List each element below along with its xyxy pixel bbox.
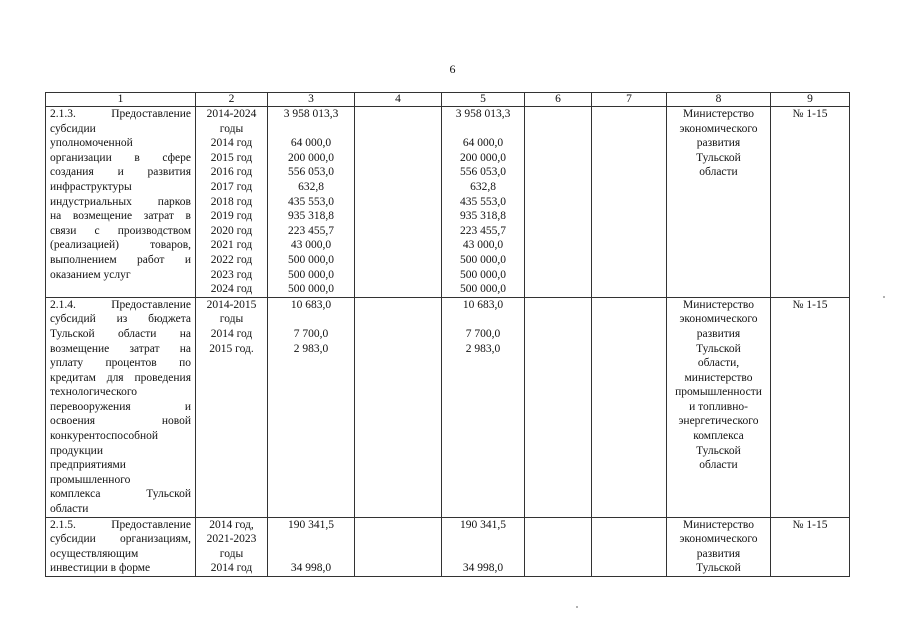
header-cell: 3 <box>268 93 355 107</box>
amount-total-line: 2 983,0 <box>293 342 329 355</box>
scan-speck <box>883 296 885 298</box>
measure-description-line: промышленного <box>50 473 131 486</box>
measure-description-line: субсидии <box>50 122 96 135</box>
amount-regional-line <box>446 547 520 562</box>
empty-cell <box>592 517 667 576</box>
amount-total-line: 64 000,0 <box>290 137 332 150</box>
amount-regional-line: 43 000,0 <box>462 239 504 252</box>
period-years-line: 2014 год <box>210 327 253 340</box>
empty-cell <box>525 107 592 298</box>
amount-regional-line: 500 000,0 <box>460 268 506 281</box>
empty-cell <box>525 297 592 517</box>
executor-line: развития <box>696 547 741 560</box>
header-cell: 5 <box>442 93 525 107</box>
executor-line: развития <box>696 137 741 150</box>
measure-description-line: уплату процентов по <box>50 357 191 370</box>
header-cell: 4 <box>355 93 442 107</box>
amount-total-line: 7 700,0 <box>293 327 329 340</box>
amount-total-line <box>272 122 350 137</box>
indicator-ref: № 1-15 <box>771 107 850 298</box>
measure-description-line: (реализацией) товаров, <box>50 239 191 252</box>
measure-description-line: освоения новой <box>50 415 191 428</box>
amount-regional <box>442 107 525 298</box>
empty-cell <box>355 107 442 298</box>
measure-description-line: субсидии организациям, <box>50 533 191 546</box>
executor-line: экономического <box>679 533 758 546</box>
executor-line: развития <box>696 327 741 340</box>
measure-description-line: области <box>50 503 89 516</box>
amount-regional-line: 190 341,5 <box>460 518 506 531</box>
period-years-line: 2014 год <box>210 137 253 150</box>
measure-description-line: предприятиями <box>50 459 126 472</box>
measure-description-line: кредитам для проведения <box>50 371 191 384</box>
period-years-line: 2014-2015 <box>206 298 257 311</box>
header-cell: 9 <box>771 93 850 107</box>
measure-description-line: создания и развития <box>50 166 191 179</box>
amount-total-line: 935 318,8 <box>288 210 334 223</box>
measure-description <box>46 517 196 576</box>
amount-total-line: 632,8 <box>298 180 324 193</box>
executor <box>667 517 771 576</box>
amount-regional-line: 500 000,0 <box>460 253 506 266</box>
amount-total-line: 43 000,0 <box>290 239 332 252</box>
amount-regional-line: 64 000,0 <box>462 137 504 150</box>
header-cell: 8 <box>667 93 771 107</box>
amount-regional-line: 10 683,0 <box>462 298 504 311</box>
indicator-ref: № 1-15 <box>771 517 850 576</box>
period-years <box>196 517 268 576</box>
executor <box>667 297 771 517</box>
measure-description-line: возмещение затрат на <box>50 342 191 355</box>
measure-description-line: комплекса Тульской <box>50 488 191 501</box>
header-row <box>46 93 850 107</box>
period-years-line: 2016 год <box>210 166 253 179</box>
executor-line: экономического <box>679 122 758 135</box>
period-years-line: 2014 год <box>210 562 253 575</box>
executor-line: промышленности <box>675 386 762 399</box>
empty-cell <box>592 107 667 298</box>
amount-regional-line: 935 318,8 <box>460 210 506 223</box>
amount-total-line: 435 553,0 <box>288 195 334 208</box>
amount-regional-line <box>446 532 520 547</box>
amount-regional-line: 500 000,0 <box>460 283 506 296</box>
period-years-line: 2015 год. <box>209 342 254 355</box>
period-years-line: годы <box>219 313 244 326</box>
period-years <box>196 297 268 517</box>
measure-description-line: оказанием услуг <box>50 268 131 281</box>
measure-description-line: индустриальных парков <box>50 195 191 208</box>
amount-total-line: 190 341,5 <box>288 518 334 531</box>
executor <box>667 107 771 298</box>
amount-regional-line: 200 000,0 <box>460 151 506 164</box>
empty-cell <box>355 297 442 517</box>
empty-cell <box>355 517 442 576</box>
amount-regional-line: 632,8 <box>470 180 496 193</box>
executor-line: энергетического <box>678 415 759 428</box>
amount-total-line: 500 000,0 <box>288 283 334 296</box>
amount-total-line: 556 053,0 <box>288 166 334 179</box>
executor-line: области, <box>697 357 740 370</box>
amount-total <box>268 107 355 298</box>
executor-line: Тульской <box>696 342 741 355</box>
period-years-line: годы <box>219 547 244 560</box>
executor-line: и топливно- <box>689 400 748 413</box>
executor-line: Тульской <box>696 562 741 575</box>
amount-regional-line: 2 983,0 <box>465 342 501 355</box>
measure-description-line: конкурентоспособной <box>50 430 159 443</box>
period-years-line: 2014 год, <box>209 518 254 531</box>
executor-line: комплекса <box>693 430 744 443</box>
executor-line: экономического <box>679 313 758 326</box>
table-row <box>46 517 850 576</box>
header-cell: 1 <box>46 93 196 107</box>
period-years-line: 2017 год <box>210 180 253 193</box>
amount-total-line: 10 683,0 <box>290 298 332 311</box>
amount-total-line: 34 998,0 <box>290 562 332 575</box>
executor-line: Тульской <box>696 151 741 164</box>
amount-total <box>268 297 355 517</box>
amount-regional-line: 7 700,0 <box>465 327 501 340</box>
amount-regional-line <box>446 122 520 137</box>
amount-total <box>268 517 355 576</box>
measure-description-line: продукции <box>50 444 103 457</box>
amount-total-line <box>272 532 350 547</box>
amount-regional-line: 556 053,0 <box>460 166 506 179</box>
measure-description-line: инвестиции в форме <box>50 562 151 575</box>
measure-description <box>46 107 196 298</box>
period-years-line: 2019 год <box>210 210 253 223</box>
amount-regional-line: 435 553,0 <box>460 195 506 208</box>
measure-description-line: инфраструктуры <box>50 180 132 193</box>
period-years <box>196 107 268 298</box>
amount-total-line <box>272 312 350 327</box>
indicator-ref: № 1-15 <box>771 297 850 517</box>
executor-line: области <box>699 459 738 472</box>
executor-line: Министерство <box>683 108 754 120</box>
executor-line: Тульской <box>696 444 741 457</box>
empty-cell <box>525 517 592 576</box>
measure-description-line: выполнением работ и <box>50 253 191 266</box>
period-years-line: 2015 год <box>210 151 253 164</box>
executor-line: области <box>699 166 738 179</box>
measure-description-line: 2.1.3. Предоставление <box>50 108 191 120</box>
period-years-line: 2020 год <box>210 224 253 237</box>
amount-total-line: 500 000,0 <box>288 253 334 266</box>
amount-total-line <box>272 547 350 562</box>
period-years-line: 2021 год <box>210 239 253 252</box>
measure-description-line: на возмещение затрат в <box>50 210 191 223</box>
header-cell: 6 <box>525 93 592 107</box>
executor-line: Министерство <box>683 518 754 531</box>
table-row <box>46 107 850 298</box>
empty-cell <box>592 297 667 517</box>
measure-description-line: осуществляющим <box>50 547 139 560</box>
period-years-line: 2023 год <box>210 268 253 281</box>
amount-regional-line: 223 455,7 <box>460 224 506 237</box>
measure-description-line: Тульской области на <box>50 327 191 340</box>
period-years-line: 2022 год <box>210 253 253 266</box>
amount-regional-line <box>446 312 520 327</box>
period-years-line: годы <box>219 122 244 135</box>
measure-description-line: 2.1.4. Предоставление <box>50 298 191 311</box>
executor-line: министерство <box>684 371 753 384</box>
amount-total-line: 223 455,7 <box>288 224 334 237</box>
measure-description-line: организации в сфере <box>50 151 191 164</box>
header-cell: 7 <box>592 93 667 107</box>
period-years-line: 2021-2023 <box>206 533 257 546</box>
measure-description-line: субсидий из бюджета <box>50 313 191 326</box>
measure-description-line: технологического <box>50 386 138 399</box>
amount-regional-line: 34 998,0 <box>462 562 504 575</box>
page-number: 6 <box>449 62 456 76</box>
measure-description-line: уполномоченной <box>50 137 133 150</box>
table-row <box>46 297 850 517</box>
header-cell: 2 <box>196 93 268 107</box>
amount-regional-line: 3 958 013,3 <box>455 108 511 120</box>
period-years-line: 2024 год <box>210 283 253 296</box>
period-years-line: 2014-2024 <box>206 108 257 120</box>
measure-description-line: связи с производством <box>50 224 191 237</box>
executor-line: Министерство <box>683 298 754 311</box>
scan-speck <box>576 606 578 608</box>
measure-description-line: 2.1.5. Предоставление <box>50 518 191 531</box>
amount-total-line: 200 000,0 <box>288 151 334 164</box>
amount-total-line: 3 958 013,3 <box>283 108 339 120</box>
amount-regional <box>442 517 525 576</box>
amount-total-line: 500 000,0 <box>288 268 334 281</box>
period-years-line: 2018 год <box>210 195 253 208</box>
amount-regional <box>442 297 525 517</box>
measure-description <box>46 297 196 517</box>
program-table <box>45 92 850 577</box>
measure-description-line: перевооружения и <box>50 400 191 413</box>
